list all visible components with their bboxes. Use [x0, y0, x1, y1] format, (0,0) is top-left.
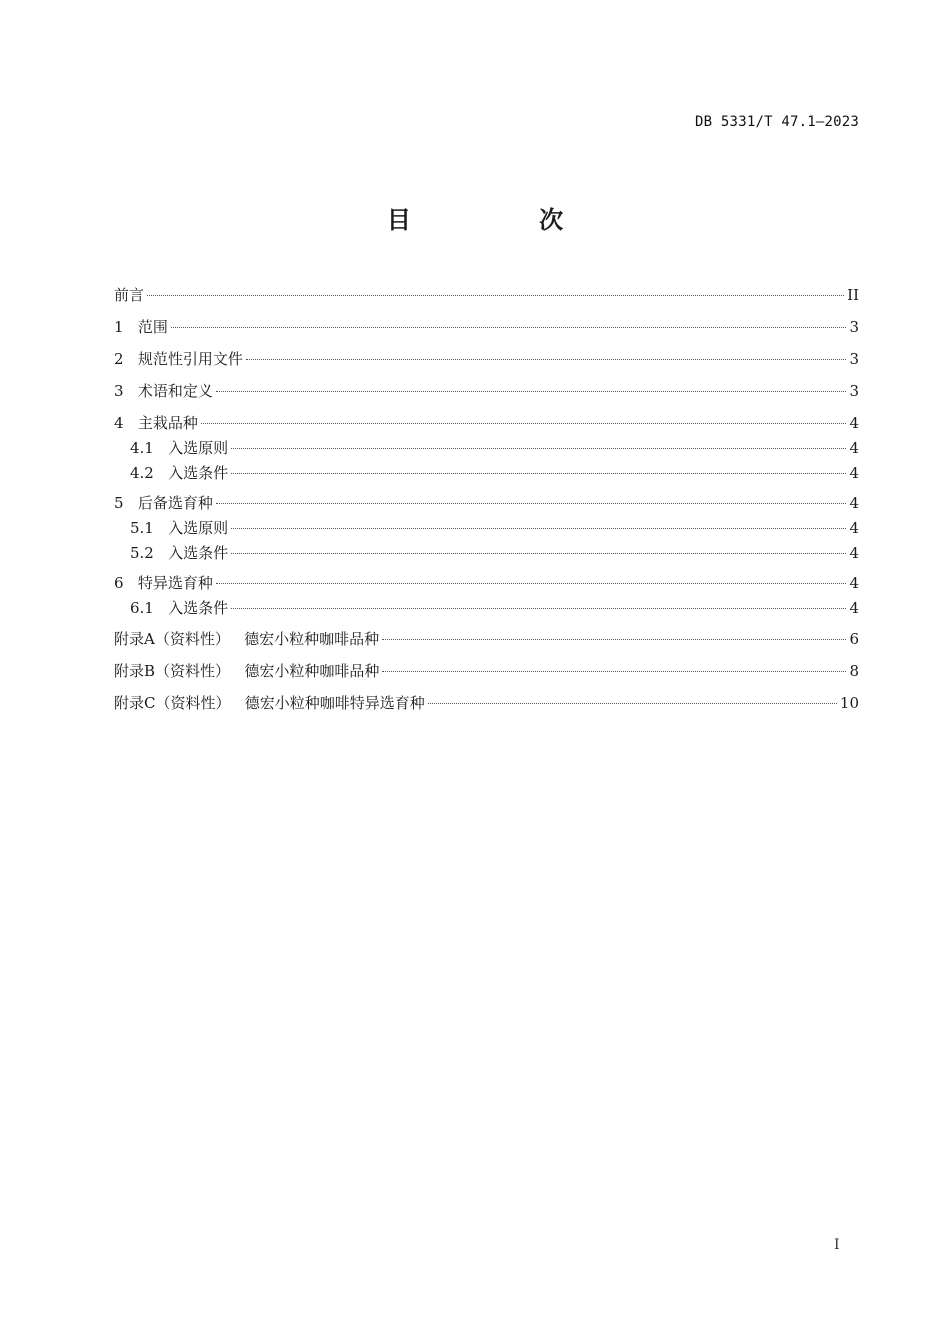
toc-entry-page: 4 [849, 599, 859, 617]
dot-leader [231, 528, 846, 529]
toc-entry-page: 4 [849, 439, 859, 457]
toc-entry-number: 5.1 [130, 519, 154, 537]
toc-entry-number: 2 [114, 350, 124, 368]
toc-entry-label: 入选条件 [168, 544, 229, 562]
toc-entry-page: 4 [849, 414, 859, 432]
toc-entry-4-2[interactable] [114, 462, 859, 492]
toc-entry-page: 8 [849, 662, 859, 680]
toc-entry-page: II [847, 286, 859, 304]
toc-entry-label: 特异选育种 [137, 574, 213, 592]
toc-entry-page: 3 [849, 382, 859, 400]
toc-entry-number: 6.1 [130, 599, 154, 617]
toc-entry-number: 4 [114, 414, 124, 432]
dot-leader [216, 503, 847, 504]
dot-leader [382, 639, 846, 640]
toc-entry-number: 5 [114, 494, 124, 512]
dot-leader [231, 608, 846, 609]
toc-entry-label: 入选条件 [168, 464, 229, 482]
dot-leader [216, 583, 847, 584]
toc-entry-appendix-c[interactable] [114, 692, 859, 722]
toc-entry-label: 术语和定义 [137, 382, 213, 400]
toc-entry-page: 4 [849, 464, 859, 482]
toc-entry-label: 主栽品种 [137, 414, 198, 432]
document-code: DB 5331/T 47.1—2023 [695, 114, 859, 130]
dot-leader [382, 671, 846, 672]
toc-entry-label: 前言 [114, 286, 145, 304]
toc-entry-page: 10 [839, 694, 859, 712]
toc-entry-2[interactable] [114, 348, 859, 378]
toc-entry-label: 德宏小粒种咖啡品种 [244, 662, 380, 680]
toc-entry-page: 4 [849, 494, 859, 512]
toc-entry-appendix-b[interactable] [114, 660, 859, 690]
toc-entry-page: 3 [849, 318, 859, 336]
toc-entry-label: 德宏小粒种咖啡特异选育种 [244, 694, 425, 712]
toc-entry-label: 后备选育种 [137, 494, 213, 512]
dot-leader [428, 703, 837, 704]
toc-entry-1[interactable] [114, 316, 859, 346]
dot-leader [231, 448, 846, 449]
toc-entry-number: 6 [114, 574, 124, 592]
toc-entry-label: 入选原则 [168, 439, 229, 457]
toc-entry-label: 规范性引用文件 [137, 350, 243, 368]
dot-leader [147, 295, 844, 296]
toc-entry-label: 范围 [137, 318, 168, 336]
toc-entry-number: 5.2 [130, 544, 154, 562]
toc-entry-label: 入选原则 [168, 519, 229, 537]
toc-entry-number: 1 [114, 318, 124, 336]
page-title: 目 次 [386, 206, 624, 234]
toc-entry-page: 3 [849, 350, 859, 368]
toc-entry-label: 入选条件 [168, 599, 229, 617]
toc-entry-page: 6 [849, 630, 859, 648]
dot-leader [231, 553, 846, 554]
dot-leader [231, 473, 846, 474]
toc-entry-number: 附录C（资料性） [114, 694, 231, 712]
toc-entry-number: 附录A（资料性） [114, 630, 230, 648]
toc-entry-number: 4.1 [130, 439, 154, 457]
toc-entry-label: 德宏小粒种咖啡品种 [244, 630, 380, 648]
toc-entry-3[interactable] [114, 380, 859, 410]
toc-entry-page: 4 [849, 574, 859, 592]
toc-entry-6-1[interactable] [114, 597, 859, 627]
toc-entry-number: 附录B（资料性） [114, 662, 231, 680]
page-number: I [834, 1237, 840, 1253]
toc-entry-number: 4.2 [130, 464, 154, 482]
toc-entry-page: 4 [849, 544, 859, 562]
dot-leader [216, 391, 847, 392]
toc-entry-number: 3 [114, 382, 124, 400]
dot-leader [171, 327, 847, 328]
toc-entry-5-2[interactable] [114, 542, 859, 572]
dot-leader [246, 359, 847, 360]
toc-entry-page: 4 [849, 519, 859, 537]
toc-entry-foreword[interactable] [114, 284, 859, 314]
dot-leader [201, 423, 847, 424]
toc-entry-appendix-a[interactable] [114, 628, 859, 658]
